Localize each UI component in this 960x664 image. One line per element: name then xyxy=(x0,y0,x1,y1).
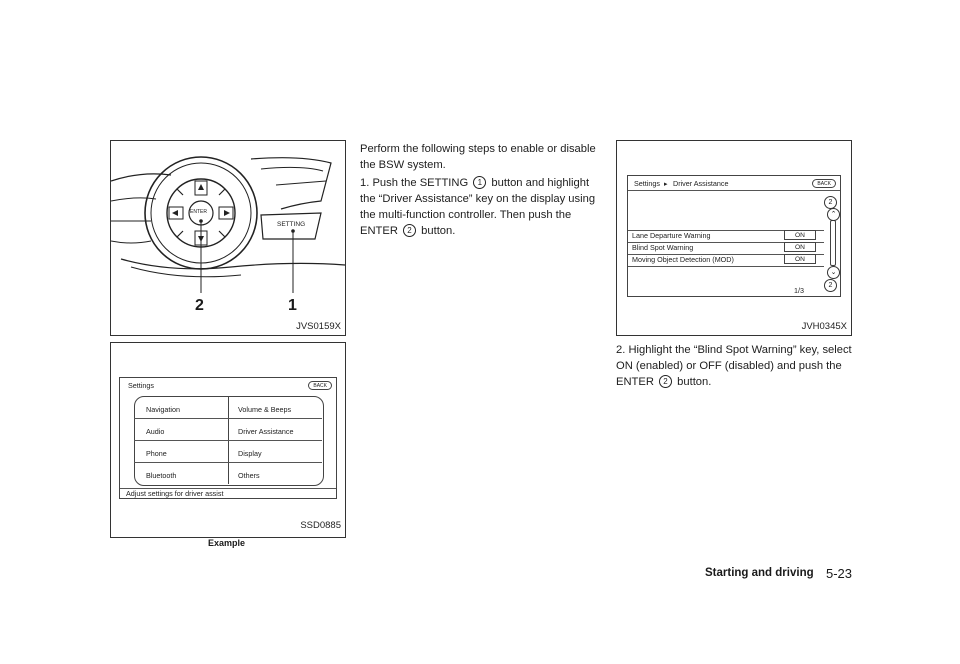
step-2-text-b: button. xyxy=(677,376,712,388)
step-1-text-a: 1. Push the SETTING xyxy=(360,177,469,189)
page-indicator: 1/3 xyxy=(794,286,804,295)
menu-item-navigation[interactable]: Navigation xyxy=(146,405,180,414)
figure-code: JVS0159X xyxy=(296,321,341,332)
circle-2-icon: 2 xyxy=(403,224,416,237)
menu-item-phone[interactable]: Phone xyxy=(146,449,167,458)
step-2 xyxy=(616,342,856,390)
menu-item-audio[interactable]: Audio xyxy=(146,427,165,436)
menu-item-driver-assistance[interactable]: Driver Assistance xyxy=(238,427,294,436)
menu-item-display[interactable]: Display xyxy=(238,449,262,458)
scroll-up-icon[interactable]: ⌃ xyxy=(827,208,840,221)
scroll-bottom-icon[interactable]: 2 xyxy=(824,279,837,292)
section-title: Starting and driving xyxy=(705,567,814,579)
page-number: 5-23 xyxy=(826,566,853,581)
controller-illustration xyxy=(111,141,345,317)
blind-spot-toggle[interactable]: ON xyxy=(784,242,816,252)
menu-item-bluetooth[interactable]: Bluetooth xyxy=(146,471,177,480)
circle-2-icon: 2 xyxy=(659,375,672,388)
driver-assistance-figure xyxy=(616,140,852,336)
driver-assistance-screen xyxy=(627,175,841,297)
screen-title-settings: Settings xyxy=(634,179,660,188)
menu-item-volume-beeps[interactable]: Volume & Beeps xyxy=(238,405,292,414)
callout-2: 2 xyxy=(195,297,204,314)
intro-paragraph: Perform the following steps to enable or disable the BSW system. xyxy=(360,143,596,171)
screen-title: Settings xyxy=(128,381,154,390)
scroll-track xyxy=(830,220,836,266)
row-lane-departure-warning[interactable]: Lane Departure Warning xyxy=(632,231,711,240)
scroll-top-icon[interactable]: 2 xyxy=(824,196,837,209)
step-1-text-b: button and highlight the “Driver Assistance” key on the display using the multi-function controller. Then push the ENTER xyxy=(360,177,596,237)
step-1 xyxy=(360,175,600,239)
callout-1: 1 xyxy=(288,297,297,314)
figure-code: SSD0885 xyxy=(300,520,341,531)
status-text: Adjust settings for driver assist xyxy=(126,489,224,498)
row-moving-object-detection[interactable]: Moving Object Detection (MOD) xyxy=(632,255,734,264)
scroll-down-icon[interactable]: ⌄ xyxy=(827,266,840,279)
setting-label: SETTING xyxy=(277,221,306,228)
back-button[interactable]: BACK xyxy=(812,179,836,188)
mod-toggle[interactable]: ON xyxy=(784,254,816,264)
circle-1-icon: 1 xyxy=(473,176,486,189)
step-1-text-c: button. xyxy=(421,225,456,237)
figure-code: JVH0345X xyxy=(801,321,847,332)
settings-screen xyxy=(119,377,337,499)
breadcrumb-separator: ▸ xyxy=(664,179,668,188)
step-2-text-a: 2. Highlight the “Blind Spot Warning” key, select ON (enabled) or OFF (disabled) and push the ENTER xyxy=(616,344,852,388)
settings-screen-figure xyxy=(110,342,346,538)
lane-departure-toggle[interactable]: ON xyxy=(784,230,816,240)
enter-label: ENTER xyxy=(190,209,207,215)
figure-caption: Example xyxy=(208,538,246,548)
menu-item-others[interactable]: Others xyxy=(238,471,260,480)
screen-title-driver-assistance: Driver Assistance xyxy=(673,179,729,188)
controller-figure xyxy=(110,140,346,336)
row-blind-spot-warning[interactable]: Blind Spot Warning xyxy=(632,243,694,252)
back-button[interactable]: BACK xyxy=(308,381,332,390)
